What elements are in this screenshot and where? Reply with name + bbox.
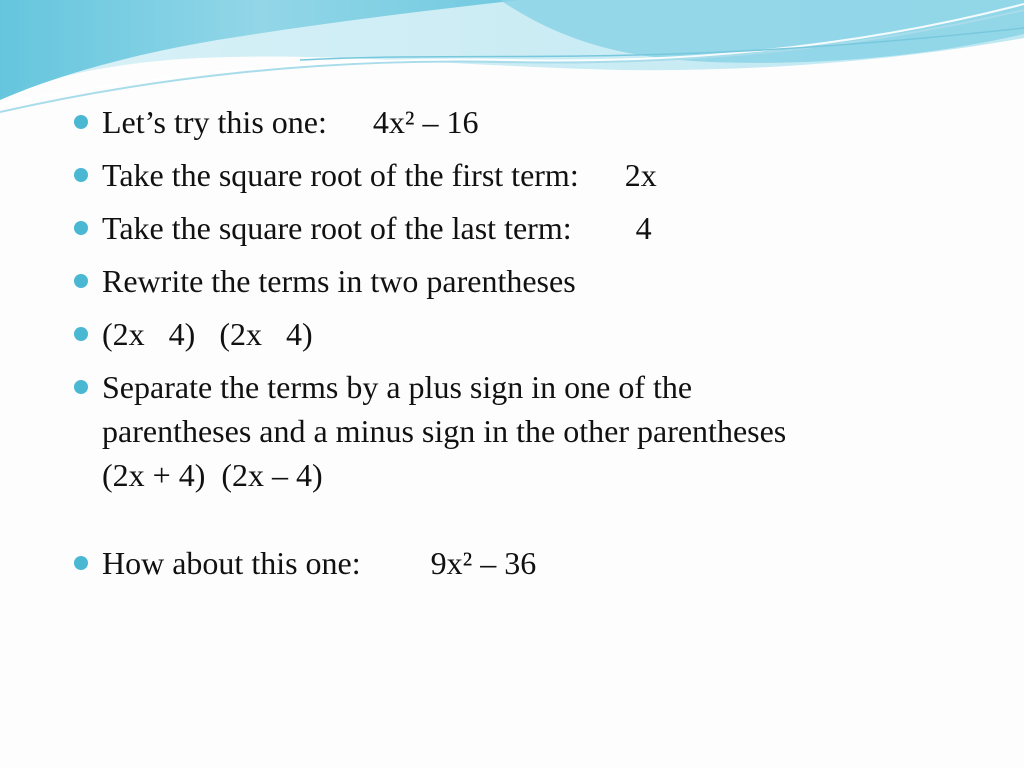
bullet-math: 4 <box>635 210 652 246</box>
bullet-text-line: (2x + 4) (2x – 4) <box>102 457 323 493</box>
bullet-dot-icon <box>74 380 88 394</box>
bullet-text: Take the square root of the first term: <box>102 157 579 193</box>
bullet-text-line: Separate the terms by a plus sign in one of the <box>102 369 693 405</box>
bullet-text: Let’s try this one: <box>102 104 327 140</box>
bullet-text: How about this one: <box>102 545 361 581</box>
bullet-dot-icon <box>74 221 88 235</box>
bullet-math: 4x² – 16 <box>372 104 479 140</box>
bullet-dot-icon <box>74 168 88 182</box>
bullet-item <box>72 541 992 585</box>
bullet-list <box>72 100 992 594</box>
bullet-item <box>72 206 992 250</box>
bullet-dot-icon <box>74 327 88 341</box>
bullet-math: 2x <box>624 157 657 193</box>
bullet-item <box>72 365 992 497</box>
bullet-math: 9x² – 36 <box>430 545 537 581</box>
bullet-item <box>72 259 992 303</box>
bullet-item <box>72 312 992 356</box>
bullet-text: (2x 4) (2x 4) <box>102 316 313 352</box>
bullet-dot-icon <box>74 274 88 288</box>
bullet-dot-icon <box>74 556 88 570</box>
bullet-dot-icon <box>74 115 88 129</box>
bullet-text-line: parentheses and a minus sign in the other parentheses <box>102 413 787 449</box>
bullet-item <box>72 100 992 144</box>
bullet-text: Take the square root of the last term: <box>102 210 572 246</box>
bullet-item <box>72 153 992 197</box>
bullet-text: Rewrite the terms in two parentheses <box>102 263 576 299</box>
